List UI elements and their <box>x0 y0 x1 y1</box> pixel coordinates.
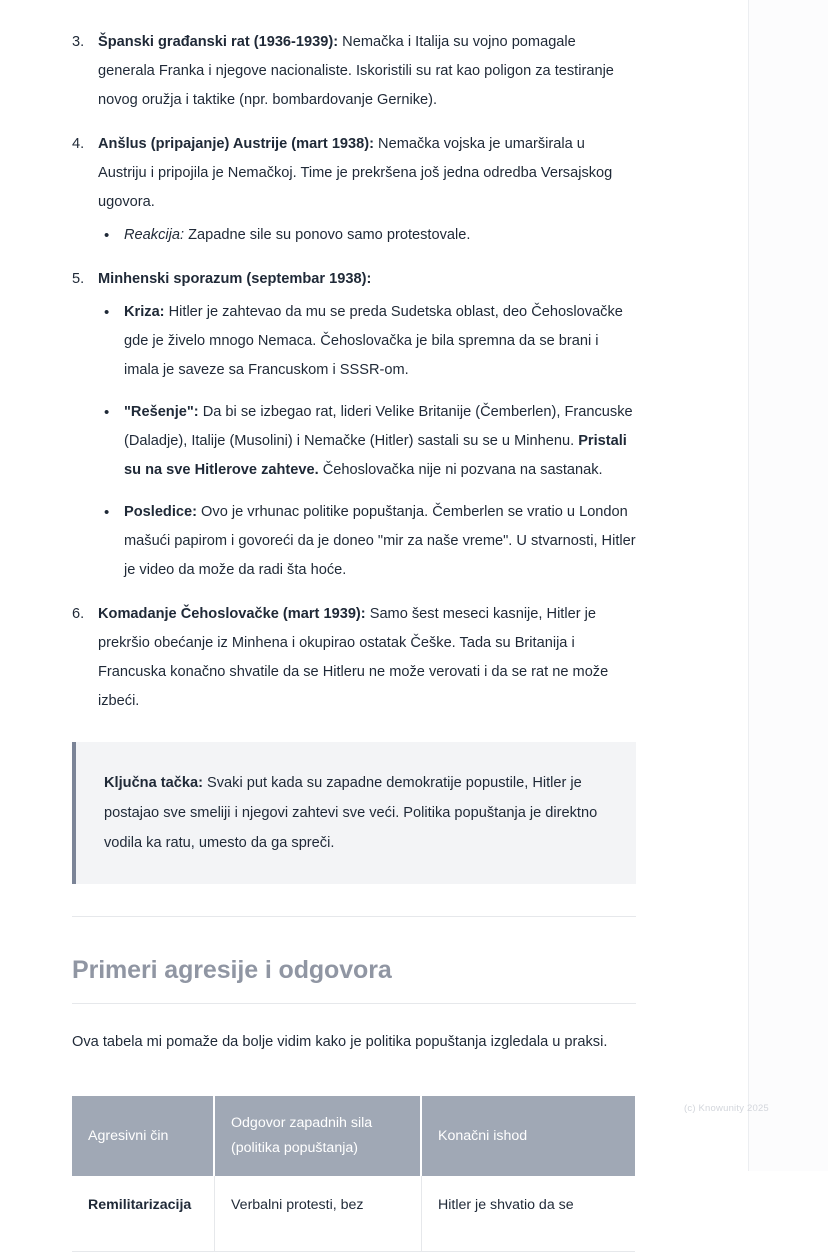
sub-item-body-tail: Čehoslovačka nije ni pozvana na sastanak. <box>318 462 603 478</box>
heading-underline <box>72 1003 636 1004</box>
sub-item-lead: Kriza: <box>124 304 165 320</box>
sub-list-item <box>98 498 636 585</box>
sub-item-lead: Reakcija: <box>124 227 185 243</box>
list-item-title: Anšlus (pripajanje) Austrije (mart 1938): <box>98 136 374 152</box>
list-item-text <box>98 265 636 294</box>
callout-lead: Ključna tačka: <box>104 775 203 791</box>
table-head <box>72 1096 635 1176</box>
list-item <box>72 600 636 716</box>
table-column-header: Konačni ishod <box>422 1096 635 1176</box>
sub-bullet-list <box>98 221 636 250</box>
list-item-text <box>98 130 636 217</box>
table-cell: Verbalni protesti, bez <box>215 1176 422 1252</box>
comparison-table <box>72 1096 635 1252</box>
sub-item-body: Ovo je vrhunac politike popuštanja. Čemberlen se vratio u London mašući papirom i govoreći da je doneo "mir za naše vreme". U stvarnosti, Hitler je video da može da radi šta hoće. <box>124 504 636 578</box>
table-cell: Remilitarizacija <box>72 1176 215 1252</box>
list-item-body: Samo šest meseci kasnije, Hitler je prekršio obećanje iz Minhena i okupirao ostatak Češke. Tada su Britanija i Francuska konačno shvatile da se Hitleru ne može verovati i da se rat ne može izbeći. <box>98 606 609 709</box>
watermark: (c) Knowunity 2025 <box>684 1103 769 1114</box>
sub-bullet-list <box>98 298 636 585</box>
section-divider <box>72 916 636 917</box>
section-heading: Primeri agresije i odgovora <box>72 956 392 984</box>
list-item <box>72 130 636 250</box>
list-item <box>72 28 636 115</box>
list-item-body: Nemačka vojska je umarširala u Austriju i pripojila je Nemačkoj. Time je prekršena još jedna odredba Versajskog ugovora. <box>98 136 613 210</box>
sub-list-item <box>98 398 636 485</box>
callout-body: Svaki put kada su zapadne demokratije popustile, Hitler je postajao sve smeliji i njegovi zahtevi sve veći. Politika popuštanja je direktno vodila ka ratu, umesto da ga spreči. <box>104 775 598 851</box>
page-gutter <box>748 0 828 1171</box>
list-item-body: Nemačka i Italija su vojno pomagale generala Franka i njegove nacionaliste. Iskoristili su rat kao poligon za testiranje novog oružja i taktike (npr. bombardovanje Gernike). <box>98 34 614 108</box>
sub-list-item <box>98 298 636 385</box>
table-column-header: Odgovor zapadnih sila (politika popuštanja) <box>215 1096 422 1176</box>
list-item-title: Španski građanski rat (1936-1939): <box>98 34 339 50</box>
list-item-title: Komadanje Čehoslovačke (mart 1939): <box>98 606 366 622</box>
sub-item-lead: Posledice: <box>124 504 197 520</box>
sub-list-item <box>98 221 636 250</box>
table-column-header: Agresivni čin <box>72 1096 215 1176</box>
key-point-callout <box>72 742 636 884</box>
sub-item-lead: "Rešenje": <box>124 404 199 420</box>
table-body <box>72 1176 635 1252</box>
list-item <box>72 265 636 585</box>
intro-paragraph: Ova tabela mi pomaže da bolje vidim kako je politika popuštanja izgledala u praksi. <box>72 1034 608 1050</box>
table-header-row <box>72 1096 635 1176</box>
list-item-text <box>98 600 636 716</box>
sub-item-body: Hitler je zahtevao da mu se preda Sudetska oblast, deo Čehoslovačke gde je živelo mnogo Nemaca. Čehoslovačka je bila spremna da se brani i imala je saveze sa Francuskom i SSSR-om. <box>124 304 623 378</box>
list-item-title: Minhenski sporazum (septembar 1938): <box>98 271 372 287</box>
sub-item-emphasis: Pristali su na sve Hitlerove zahteve. <box>124 433 627 478</box>
sub-item-body: Da bi se izbegao rat, lideri Velike Britanije (Čemberlen), Francuske (Daladje), Italije (Musolini) i Nemačke (Hitler) sastali su se u Minhenu. <box>124 404 633 449</box>
table-cell: Hitler je shvatio da se <box>422 1176 635 1252</box>
table-row <box>72 1176 635 1252</box>
list-item-text <box>98 28 636 115</box>
sub-item-body: Zapadne sile su ponovo samo protestovale. <box>184 227 471 243</box>
numbered-list <box>72 28 636 716</box>
